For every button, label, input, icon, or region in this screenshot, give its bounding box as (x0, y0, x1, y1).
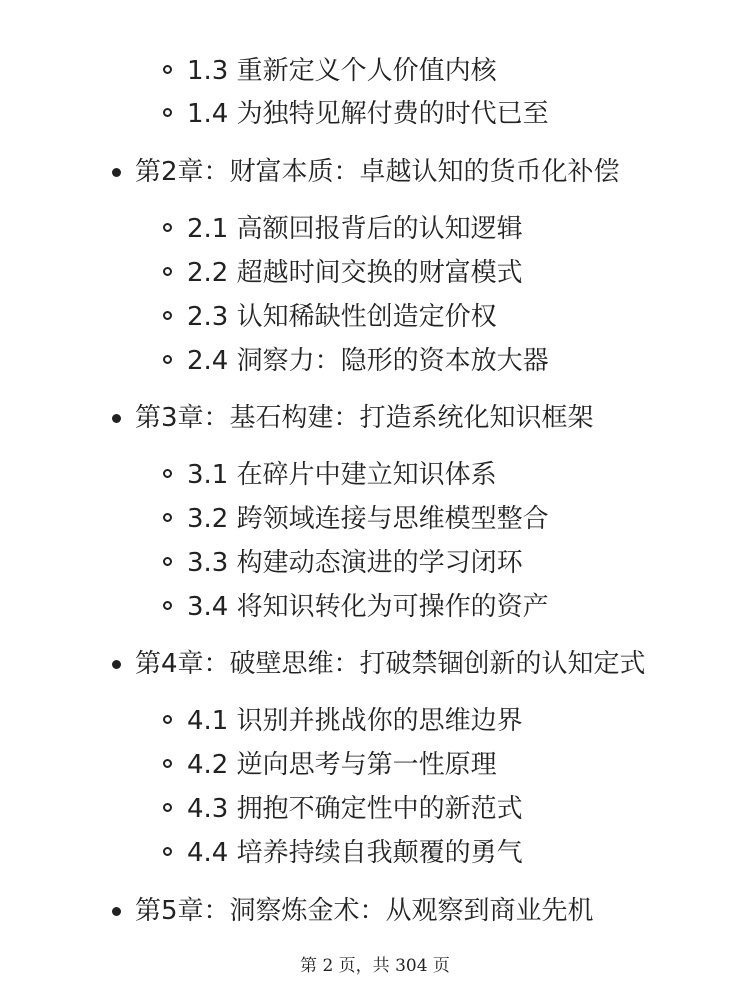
toc-chapter-item (112, 159, 620, 185)
toc-section-item (163, 708, 523, 734)
filled-bullet-icon (112, 414, 121, 423)
filled-bullet-icon (112, 168, 121, 177)
toc-section-item (163, 260, 523, 286)
toc-section-item (163, 594, 549, 620)
filled-bullet-icon (112, 660, 121, 669)
hollow-bullet-icon (163, 847, 172, 856)
page-number-text: 第 2 页，共 304 页 (300, 956, 450, 976)
section-title: 3.2 跨领域连接与思维模型整合 (187, 504, 549, 534)
hollow-bullet-icon (163, 759, 172, 768)
hollow-bullet-icon (163, 557, 172, 566)
toc-section-item (163, 101, 549, 127)
chapter-title: 第2章：财富本质：卓越认知的货币化补偿 (135, 157, 620, 187)
hollow-bullet-icon (163, 223, 172, 232)
hollow-bullet-icon (163, 355, 172, 364)
section-title: 3.4 将知识转化为可操作的资产 (187, 592, 549, 622)
toc-chapter-item (112, 898, 594, 924)
toc-section-item (163, 58, 497, 84)
section-title: 4.2 逆向思考与第一性原理 (187, 750, 497, 780)
hollow-bullet-icon (163, 715, 172, 724)
hollow-bullet-icon (163, 513, 172, 522)
section-title: 2.4 洞察力：隐形的资本放大器 (187, 346, 549, 376)
hollow-bullet-icon (163, 469, 172, 478)
hollow-bullet-icon (163, 311, 172, 320)
section-title: 3.3 构建动态演进的学习闭环 (187, 548, 523, 578)
hollow-bullet-icon (163, 65, 172, 74)
toc-section-item (163, 348, 549, 374)
section-title: 3.1 在碎片中建立知识体系 (187, 460, 497, 490)
section-title: 2.3 认知稀缺性创造定价权 (187, 302, 497, 332)
toc-section-item (163, 216, 523, 242)
toc-section-item (163, 550, 523, 576)
section-title: 4.3 拥抱不确定性中的新范式 (187, 794, 523, 824)
toc-chapter-item (112, 651, 646, 677)
hollow-bullet-icon (163, 803, 172, 812)
toc-section-item (163, 840, 523, 866)
chapter-title: 第5章：洞察炼金术：从观察到商业先机 (135, 896, 594, 926)
section-title: 1.4 为独特见解付费的时代已至 (187, 99, 549, 129)
section-title: 2.1 高额回报背后的认知逻辑 (187, 214, 523, 244)
toc-chapter-item (112, 405, 594, 431)
chapter-title: 第3章：基石构建：打造系统化知识框架 (135, 403, 594, 433)
toc-section-item (163, 304, 497, 330)
page-footer (0, 951, 750, 976)
section-title: 4.1 识别并挑战你的思维边界 (187, 706, 523, 736)
toc-section-item (163, 462, 497, 488)
filled-bullet-icon (112, 907, 121, 916)
hollow-bullet-icon (163, 601, 172, 610)
toc-section-item (163, 752, 497, 778)
toc-section-item (163, 506, 549, 532)
hollow-bullet-icon (163, 267, 172, 276)
hollow-bullet-icon (163, 108, 172, 117)
chapter-title: 第4章：破壁思维：打破禁锢创新的认知定式 (135, 649, 646, 679)
section-title: 4.4 培养持续自我颠覆的勇气 (187, 838, 523, 868)
toc-section-item (163, 796, 523, 822)
section-title: 2.2 超越时间交换的财富模式 (187, 258, 523, 288)
section-title: 1.3 重新定义个人价值内核 (187, 56, 497, 86)
